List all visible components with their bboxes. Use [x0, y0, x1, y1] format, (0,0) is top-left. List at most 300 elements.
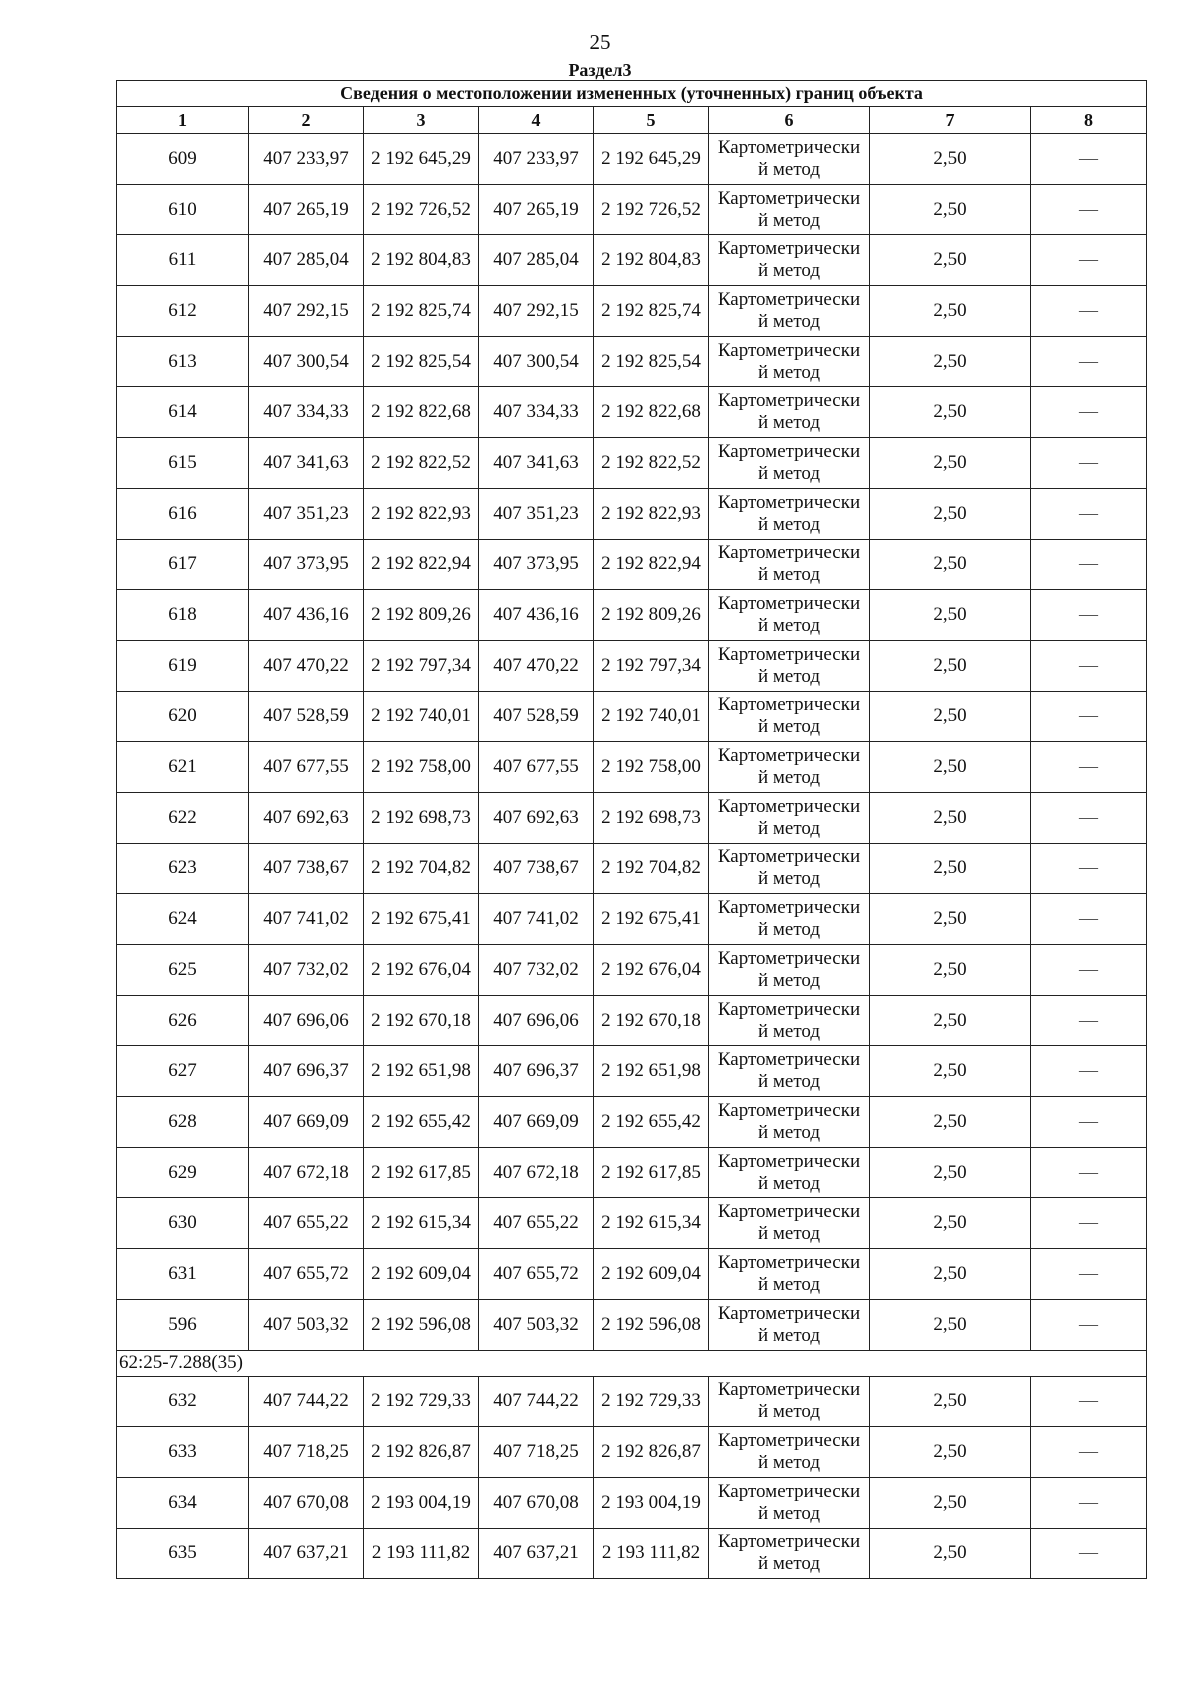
column-8-cell: — [1031, 1097, 1147, 1148]
old-x-cell: 407 528,59 [249, 691, 364, 742]
new-x-cell: 407 351,23 [479, 488, 594, 539]
new-x-cell: 407 718,25 [479, 1427, 594, 1478]
column-number-7: 7 [870, 107, 1031, 134]
old-y-cell: 2 192 726,52 [364, 184, 479, 235]
point-number-cell: 596 [117, 1299, 249, 1350]
new-x-cell: 407 677,55 [479, 742, 594, 793]
method-line-2: й метод [757, 1020, 821, 1042]
point-number-cell: 627 [117, 1046, 249, 1097]
column-8-cell: — [1031, 742, 1147, 793]
method-line-1: Картометрически [717, 390, 861, 412]
method-line-2: й метод [757, 462, 821, 484]
old-y-cell: 2 192 676,04 [364, 945, 479, 996]
method-line-2: й метод [757, 665, 821, 687]
old-y-cell: 2 192 804,83 [364, 235, 479, 286]
old-x-cell: 407 696,37 [249, 1046, 364, 1097]
method-line-2: й метод [757, 615, 821, 637]
table-caption: Сведения о местоположении измененных (уточненных) границ объекта [117, 81, 1147, 107]
column-8-cell: — [1031, 1376, 1147, 1427]
accuracy-cell: 2,50 [870, 945, 1031, 996]
old-y-cell: 2 192 740,01 [364, 691, 479, 742]
method-cell [709, 792, 870, 843]
table-row [117, 438, 1147, 489]
table-row [117, 1198, 1147, 1249]
boundary-table [116, 80, 1147, 1579]
new-y-cell: 2 192 670,18 [594, 995, 709, 1046]
column-number-3: 3 [364, 107, 479, 134]
column-number-6: 6 [709, 107, 870, 134]
method-line-2: й метод [757, 564, 821, 586]
method-line-1: Картометрически [717, 846, 861, 868]
table-row [117, 235, 1147, 286]
column-8-cell: — [1031, 843, 1147, 894]
new-x-cell: 407 436,16 [479, 590, 594, 641]
group-label: 62:25-7.288(35) [117, 1350, 1147, 1376]
accuracy-cell: 2,50 [870, 1528, 1031, 1579]
method-line-1: Картометрически [717, 1251, 861, 1273]
new-x-cell: 407 503,32 [479, 1299, 594, 1350]
point-number-cell: 626 [117, 995, 249, 1046]
old-y-cell: 2 192 617,85 [364, 1147, 479, 1198]
method-line-1: Картометрически [717, 136, 861, 158]
old-y-cell: 2 192 758,00 [364, 742, 479, 793]
column-8-cell: — [1031, 336, 1147, 387]
new-x-cell: 407 672,18 [479, 1147, 594, 1198]
method-line-2: й метод [757, 513, 821, 535]
old-x-cell: 407 655,72 [249, 1249, 364, 1300]
column-8-cell: — [1031, 1198, 1147, 1249]
point-number-cell: 609 [117, 134, 249, 185]
point-number-cell: 611 [117, 235, 249, 286]
method-line-2: й метод [757, 260, 821, 282]
method-cell [709, 1046, 870, 1097]
group-header-row [117, 1350, 1147, 1376]
old-x-cell: 407 436,16 [249, 590, 364, 641]
old-y-cell: 2 192 651,98 [364, 1046, 479, 1097]
column-number-2: 2 [249, 107, 364, 134]
old-x-cell: 407 655,22 [249, 1198, 364, 1249]
method-cell [709, 995, 870, 1046]
new-y-cell: 2 192 809,26 [594, 590, 709, 641]
method-cell [709, 184, 870, 235]
old-x-cell: 407 285,04 [249, 235, 364, 286]
new-x-cell: 407 637,21 [479, 1528, 594, 1579]
column-8-cell: — [1031, 590, 1147, 641]
table-row [117, 1097, 1147, 1148]
old-y-cell: 2 192 729,33 [364, 1376, 479, 1427]
new-x-cell: 407 744,22 [479, 1376, 594, 1427]
accuracy-cell: 2,50 [870, 742, 1031, 793]
old-x-cell: 407 672,18 [249, 1147, 364, 1198]
method-line-1: Картометрически [717, 288, 861, 310]
table-row [117, 843, 1147, 894]
method-cell [709, 1427, 870, 1478]
table-row [117, 1528, 1147, 1579]
new-x-cell: 407 341,63 [479, 438, 594, 489]
point-number-cell: 634 [117, 1477, 249, 1528]
accuracy-cell: 2,50 [870, 590, 1031, 641]
table-row [117, 1046, 1147, 1097]
section-title: Раздел3 [568, 60, 632, 80]
method-line-2: й метод [757, 1502, 821, 1524]
new-x-cell: 407 732,02 [479, 945, 594, 996]
new-y-cell: 2 192 615,34 [594, 1198, 709, 1249]
new-y-cell: 2 192 822,93 [594, 488, 709, 539]
column-8-cell: — [1031, 995, 1147, 1046]
old-x-cell: 407 341,63 [249, 438, 364, 489]
accuracy-cell: 2,50 [870, 1097, 1031, 1148]
old-x-cell: 407 696,06 [249, 995, 364, 1046]
point-number-cell: 613 [117, 336, 249, 387]
old-x-cell: 407 470,22 [249, 640, 364, 691]
table-row [117, 945, 1147, 996]
new-y-cell: 2 192 655,42 [594, 1097, 709, 1148]
method-line-2: й метод [757, 1324, 821, 1346]
new-y-cell: 2 192 740,01 [594, 691, 709, 742]
old-x-cell: 407 233,97 [249, 134, 364, 185]
method-cell [709, 1249, 870, 1300]
point-number-cell: 628 [117, 1097, 249, 1148]
old-y-cell: 2 193 111,82 [364, 1528, 479, 1579]
old-y-cell: 2 192 704,82 [364, 843, 479, 894]
new-y-cell: 2 192 822,94 [594, 539, 709, 590]
method-cell [709, 235, 870, 286]
old-x-cell: 407 300,54 [249, 336, 364, 387]
old-x-cell: 407 373,95 [249, 539, 364, 590]
table-row [117, 792, 1147, 843]
new-x-cell: 407 696,06 [479, 995, 594, 1046]
method-line-2: й метод [757, 716, 821, 738]
method-line-1: Картометрически [717, 187, 861, 209]
accuracy-cell: 2,50 [870, 286, 1031, 337]
old-y-cell: 2 192 825,74 [364, 286, 479, 337]
method-cell [709, 691, 870, 742]
old-y-cell: 2 192 826,87 [364, 1427, 479, 1478]
new-y-cell: 2 192 609,04 [594, 1249, 709, 1300]
new-x-cell: 407 741,02 [479, 894, 594, 945]
accuracy-cell: 2,50 [870, 134, 1031, 185]
new-x-cell: 407 692,63 [479, 792, 594, 843]
method-line-2: й метод [757, 817, 821, 839]
method-line-2: й метод [757, 158, 821, 180]
table-row [117, 590, 1147, 641]
accuracy-cell: 2,50 [870, 995, 1031, 1046]
new-y-cell: 2 192 676,04 [594, 945, 709, 996]
column-number-5: 5 [594, 107, 709, 134]
method-line-1: Картометрически [717, 1201, 861, 1223]
point-number-cell: 612 [117, 286, 249, 337]
column-8-cell: — [1031, 438, 1147, 489]
old-x-cell: 407 292,15 [249, 286, 364, 337]
old-y-cell: 2 192 670,18 [364, 995, 479, 1046]
method-line-2: й метод [757, 209, 821, 231]
new-x-cell: 407 292,15 [479, 286, 594, 337]
method-cell [709, 438, 870, 489]
new-x-cell: 407 670,08 [479, 1477, 594, 1528]
method-cell [709, 894, 870, 945]
old-x-cell: 407 669,09 [249, 1097, 364, 1148]
accuracy-cell: 2,50 [870, 640, 1031, 691]
table-row [117, 1477, 1147, 1528]
accuracy-cell: 2,50 [870, 387, 1031, 438]
new-x-cell: 407 528,59 [479, 691, 594, 742]
point-number-cell: 630 [117, 1198, 249, 1249]
column-8-cell: — [1031, 1528, 1147, 1579]
method-line-1: Картометрически [717, 339, 861, 361]
old-x-cell: 407 692,63 [249, 792, 364, 843]
old-y-cell: 2 192 825,54 [364, 336, 479, 387]
method-line-2: й метод [757, 310, 821, 332]
new-y-cell: 2 192 645,29 [594, 134, 709, 185]
method-line-1: Картометрически [717, 897, 861, 919]
point-number-cell: 635 [117, 1528, 249, 1579]
method-line-2: й метод [757, 1223, 821, 1245]
table-row [117, 336, 1147, 387]
method-line-2: й метод [757, 361, 821, 383]
method-cell [709, 742, 870, 793]
table-row [117, 286, 1147, 337]
old-y-cell: 2 192 596,08 [364, 1299, 479, 1350]
old-x-cell: 407 265,19 [249, 184, 364, 235]
table-row [117, 742, 1147, 793]
old-x-cell: 407 741,02 [249, 894, 364, 945]
point-number-cell: 615 [117, 438, 249, 489]
old-y-cell: 2 192 822,68 [364, 387, 479, 438]
point-number-cell: 616 [117, 488, 249, 539]
method-line-1: Картометрически [717, 593, 861, 615]
method-line-2: й метод [757, 969, 821, 991]
accuracy-cell: 2,50 [870, 438, 1031, 489]
old-y-cell: 2 192 822,52 [364, 438, 479, 489]
method-cell [709, 1528, 870, 1579]
new-y-cell: 2 192 825,54 [594, 336, 709, 387]
method-cell [709, 945, 870, 996]
accuracy-cell: 2,50 [870, 1299, 1031, 1350]
column-number-1: 1 [117, 107, 249, 134]
column-8-cell: — [1031, 894, 1147, 945]
old-x-cell: 407 503,32 [249, 1299, 364, 1350]
point-number-cell: 622 [117, 792, 249, 843]
method-line-2: й метод [757, 1121, 821, 1143]
accuracy-cell: 2,50 [870, 1198, 1031, 1249]
new-x-cell: 407 265,19 [479, 184, 594, 235]
new-y-cell: 2 192 596,08 [594, 1299, 709, 1350]
table-row [117, 691, 1147, 742]
new-x-cell: 407 696,37 [479, 1046, 594, 1097]
point-number-cell: 625 [117, 945, 249, 996]
accuracy-cell: 2,50 [870, 1147, 1031, 1198]
accuracy-cell: 2,50 [870, 488, 1031, 539]
column-8-cell: — [1031, 286, 1147, 337]
accuracy-cell: 2,50 [870, 1249, 1031, 1300]
new-y-cell: 2 193 111,82 [594, 1528, 709, 1579]
new-x-cell: 407 334,33 [479, 387, 594, 438]
method-line-1: Картометрически [717, 491, 861, 513]
table-row [117, 894, 1147, 945]
table-row [117, 539, 1147, 590]
method-line-1: Картометрически [717, 440, 861, 462]
accuracy-cell: 2,50 [870, 235, 1031, 286]
column-8-cell: — [1031, 134, 1147, 185]
method-cell [709, 1299, 870, 1350]
column-8-cell: — [1031, 539, 1147, 590]
method-cell [709, 1147, 870, 1198]
method-cell [709, 1198, 870, 1249]
column-number-row [117, 107, 1147, 134]
point-number-cell: 632 [117, 1376, 249, 1427]
method-line-2: й метод [757, 919, 821, 941]
table-row [117, 1147, 1147, 1198]
new-x-cell: 407 373,95 [479, 539, 594, 590]
method-cell [709, 590, 870, 641]
point-number-cell: 631 [117, 1249, 249, 1300]
new-x-cell: 407 285,04 [479, 235, 594, 286]
new-y-cell: 2 192 822,52 [594, 438, 709, 489]
method-line-1: Картометрически [717, 947, 861, 969]
new-y-cell: 2 192 675,41 [594, 894, 709, 945]
column-8-cell: — [1031, 1299, 1147, 1350]
accuracy-cell: 2,50 [870, 1376, 1031, 1427]
table-row [117, 1299, 1147, 1350]
method-line-2: й метод [757, 1273, 821, 1295]
method-line-1: Картометрически [717, 238, 861, 260]
method-line-1: Картометрически [717, 1480, 861, 1502]
new-y-cell: 2 192 698,73 [594, 792, 709, 843]
old-x-cell: 407 732,02 [249, 945, 364, 996]
old-y-cell: 2 192 797,34 [364, 640, 479, 691]
method-line-1: Картометрически [717, 1302, 861, 1324]
method-line-1: Картометрически [717, 643, 861, 665]
column-8-cell: — [1031, 387, 1147, 438]
accuracy-cell: 2,50 [870, 1477, 1031, 1528]
method-line-1: Картометрически [717, 1150, 861, 1172]
point-number-cell: 623 [117, 843, 249, 894]
method-line-1: Картометрически [717, 998, 861, 1020]
method-line-2: й метод [757, 412, 821, 434]
method-cell [709, 1477, 870, 1528]
point-number-cell: 633 [117, 1427, 249, 1478]
column-number-8: 8 [1031, 107, 1147, 134]
method-line-1: Картометрически [717, 1379, 861, 1401]
accuracy-cell: 2,50 [870, 691, 1031, 742]
column-8-cell: — [1031, 1477, 1147, 1528]
old-y-cell: 2 192 809,26 [364, 590, 479, 641]
accuracy-cell: 2,50 [870, 184, 1031, 235]
column-8-cell: — [1031, 488, 1147, 539]
method-cell [709, 286, 870, 337]
point-number-cell: 624 [117, 894, 249, 945]
table-row [117, 488, 1147, 539]
method-cell [709, 539, 870, 590]
old-x-cell: 407 677,55 [249, 742, 364, 793]
column-8-cell: — [1031, 640, 1147, 691]
method-cell [709, 640, 870, 691]
new-y-cell: 2 193 004,19 [594, 1477, 709, 1528]
table-row [117, 387, 1147, 438]
new-y-cell: 2 192 826,87 [594, 1427, 709, 1478]
new-x-cell: 407 655,72 [479, 1249, 594, 1300]
accuracy-cell: 2,50 [870, 539, 1031, 590]
method-line-1: Картометрически [717, 1531, 861, 1553]
point-number-cell: 619 [117, 640, 249, 691]
point-number-cell: 618 [117, 590, 249, 641]
table-row [117, 134, 1147, 185]
old-y-cell: 2 192 609,04 [364, 1249, 479, 1300]
old-y-cell: 2 192 615,34 [364, 1198, 479, 1249]
method-line-1: Картометрически [717, 694, 861, 716]
new-y-cell: 2 192 758,00 [594, 742, 709, 793]
accuracy-cell: 2,50 [870, 843, 1031, 894]
method-line-2: й метод [757, 767, 821, 789]
old-x-cell: 407 637,21 [249, 1528, 364, 1579]
accuracy-cell: 2,50 [870, 336, 1031, 387]
old-y-cell: 2 192 645,29 [364, 134, 479, 185]
new-y-cell: 2 192 651,98 [594, 1046, 709, 1097]
new-y-cell: 2 192 804,83 [594, 235, 709, 286]
new-x-cell: 407 669,09 [479, 1097, 594, 1148]
method-line-2: й метод [757, 1401, 821, 1423]
point-number-cell: 621 [117, 742, 249, 793]
new-x-cell: 407 655,22 [479, 1198, 594, 1249]
point-number-cell: 614 [117, 387, 249, 438]
new-y-cell: 2 192 822,68 [594, 387, 709, 438]
accuracy-cell: 2,50 [870, 792, 1031, 843]
column-8-cell: — [1031, 1249, 1147, 1300]
column-8-cell: — [1031, 1147, 1147, 1198]
method-line-2: й метод [757, 1172, 821, 1194]
column-8-cell: — [1031, 1427, 1147, 1478]
point-number-cell: 617 [117, 539, 249, 590]
column-8-cell: — [1031, 184, 1147, 235]
old-y-cell: 2 192 822,94 [364, 539, 479, 590]
new-x-cell: 407 470,22 [479, 640, 594, 691]
point-number-cell: 610 [117, 184, 249, 235]
method-line-1: Картометрически [717, 1430, 861, 1452]
accuracy-cell: 2,50 [870, 1046, 1031, 1097]
old-y-cell: 2 193 004,19 [364, 1477, 479, 1528]
method-cell [709, 336, 870, 387]
new-y-cell: 2 192 617,85 [594, 1147, 709, 1198]
column-8-cell: — [1031, 235, 1147, 286]
table-row [117, 184, 1147, 235]
method-line-1: Картометрически [717, 745, 861, 767]
column-8-cell: — [1031, 691, 1147, 742]
new-y-cell: 2 192 729,33 [594, 1376, 709, 1427]
new-y-cell: 2 192 704,82 [594, 843, 709, 894]
method-cell [709, 843, 870, 894]
new-x-cell: 407 300,54 [479, 336, 594, 387]
table-row [117, 995, 1147, 1046]
column-number-4: 4 [479, 107, 594, 134]
point-number-cell: 629 [117, 1147, 249, 1198]
old-x-cell: 407 744,22 [249, 1376, 364, 1427]
old-y-cell: 2 192 675,41 [364, 894, 479, 945]
method-line-2: й метод [757, 868, 821, 890]
old-y-cell: 2 192 655,42 [364, 1097, 479, 1148]
new-y-cell: 2 192 726,52 [594, 184, 709, 235]
column-8-cell: — [1031, 945, 1147, 996]
method-cell [709, 1097, 870, 1148]
old-x-cell: 407 351,23 [249, 488, 364, 539]
old-x-cell: 407 718,25 [249, 1427, 364, 1478]
page-number: 25 [589, 30, 611, 54]
accuracy-cell: 2,50 [870, 894, 1031, 945]
new-y-cell: 2 192 825,74 [594, 286, 709, 337]
old-y-cell: 2 192 698,73 [364, 792, 479, 843]
point-number-cell: 620 [117, 691, 249, 742]
method-line-2: й метод [757, 1553, 821, 1575]
table-row [117, 1427, 1147, 1478]
